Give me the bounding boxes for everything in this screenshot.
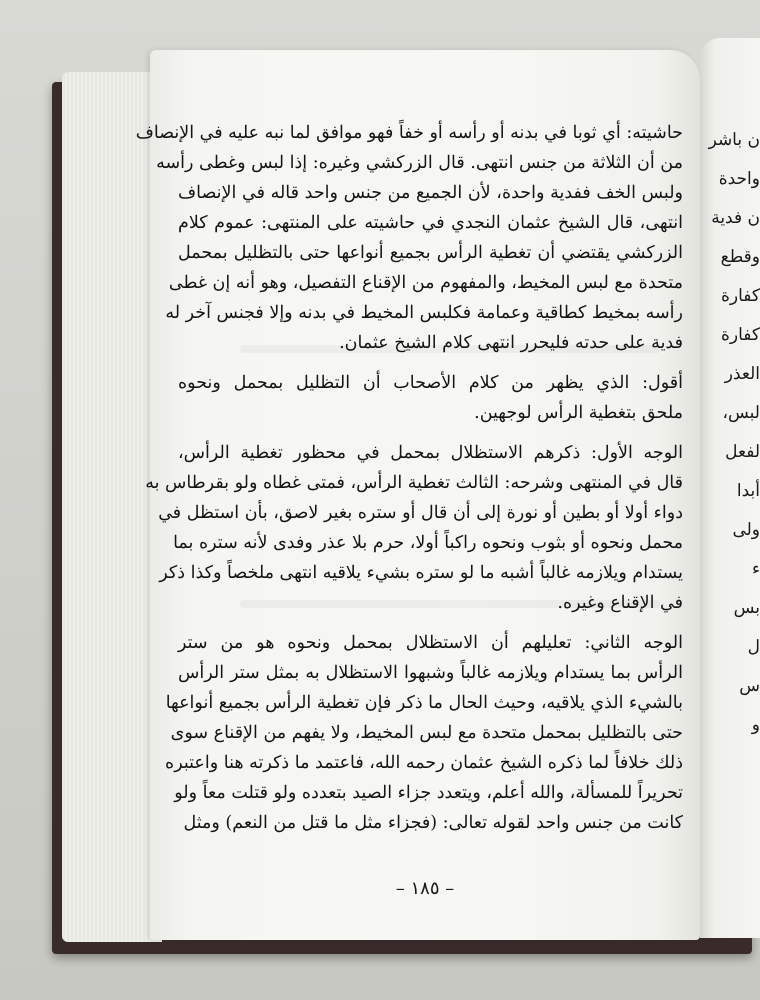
next-page-fragment: كفارة	[721, 286, 760, 306]
text-line: رأسه بمخيط كطاقية وعمامة فكلبس المخيط في بدنه وإلا فجنس آخر له	[165, 303, 683, 323]
next-page-fragment: لبس،	[722, 403, 760, 423]
next-page-fragment: ل	[747, 637, 760, 657]
paragraph	[178, 368, 683, 428]
text-line: ذلك خلافاً لما ذكره الشيخ عثمان رحمه الله، فاعتمد ما ذكرته هنا واعتبره	[165, 753, 683, 773]
next-page-fragment: كفارة	[721, 325, 760, 345]
text-line: الوجه الثاني: تعليلهم أن الاستظلال بمحمل ونحوه هو من ستر	[178, 633, 683, 653]
text-line: كانت من جنس واحد لقوله تعالى: (فجزاء مثل ما قتل من النعم) ومثل	[183, 813, 683, 833]
text-line: تحريراً للمسألة، والله أعلم، ويتعدد جزاء الصيد بتعدده ولو قتلت معاً ولو	[174, 783, 683, 803]
text-line: انتهى، قال الشيخ عثمان النجدي في حاشيته على المنتهى: عموم كلام	[178, 213, 683, 233]
next-page-fragment: ولى	[732, 520, 760, 540]
text-line: ملحق بتغطية الرأس لوجهين.	[474, 403, 683, 423]
text-line: محمل ونحوه أو بثوب ونحوه راكباً أولا، حرم بلا عذر وفدى لأنه ستره بما	[173, 533, 683, 553]
text-line: في الإقناع وغيره.	[557, 593, 683, 613]
text-line: قال في المنتهى وشرحه: الثالث تغطية الرأس، فمتى غطاه ولو بقرطاس به	[145, 473, 683, 493]
next-page-fragment: س	[739, 676, 760, 696]
text-line: من أن الثلاثة من جنس انتهى. قال الزركشي وغيره: إذا لبس وغطى رأسه	[156, 153, 683, 173]
next-page-fragment: العذر	[724, 364, 760, 384]
text-line: الرأس بما يستدام ويلازمه غالباً وشبهوا الاستظلال به بمثل ستر الرأس	[178, 663, 683, 683]
next-page-fragment: ء	[752, 559, 760, 579]
text-line: دواء أولا أو بطين أو نورة إلى أن قال أو ستره بغير لاصق، بأن استظل في	[158, 503, 683, 523]
paragraph	[145, 438, 683, 618]
next-page-fragment: أبدا	[736, 481, 760, 501]
next-page-fragment: وقطع	[720, 247, 760, 267]
text-line: حتى بالتظليل بمحمل متحدة مع لبس المخيط، ولا يفهم من الإقناع سوى	[170, 723, 683, 743]
next-page-fragment: لفعل	[725, 442, 760, 462]
next-page	[700, 38, 760, 938]
paragraph	[165, 628, 683, 838]
next-page-fragment: ن فدية	[711, 208, 760, 228]
text-line: الزركشي يقتضي أن تغطية الرأس بجميع أنواعها حتى بالتظليل بمحمل	[178, 243, 683, 263]
text-line: حاشيته: أي ثوبا في بدنه أو رأسه أو خفاً فهو موافق لما نبه عليه في الإنصاف	[135, 123, 683, 143]
next-page-fragment: واحدة	[718, 169, 760, 189]
text-line: يستدام ويلازمه غالباً أشبه ما لو ستره بشيء يلاقيه انتهى ملخصاً وكذا ذكر	[159, 563, 683, 583]
next-page-fragment: و	[751, 715, 760, 735]
next-page-fragment: ن باشر	[708, 130, 760, 150]
text-line: متحدة مع لبس المخيط، والمفهوم من الإقناع التفصيل، وهو أنه إن غطى	[168, 273, 683, 293]
text-line: أقول: الذي يظهر من كلام الأصحاب أن التظليل بمحمل ونحوه	[178, 373, 683, 393]
next-page-fragment: بس	[733, 598, 760, 618]
page-edges	[62, 72, 162, 942]
text-line: بالشيء الذي يلاقيه، وحيث الحال ما ذكر فإن تغطية الرأس بجميع أنواعها	[165, 693, 683, 713]
page-text	[135, 118, 683, 848]
text-line: الوجه الأول: ذكرهم الاستظلال بمحمل في محظور تغطية الرأس،	[178, 443, 683, 463]
page-number: – ١٨٥ –	[395, 878, 455, 899]
text-line: ولبس الخف ففدية واحدة، لأن الجميع من جنس واحد قاله في الإنصاف	[178, 183, 683, 203]
text-line: فدية على حدته فليحرر انتهى كلام الشيخ عثمان.	[339, 333, 683, 353]
paragraph	[135, 118, 683, 358]
